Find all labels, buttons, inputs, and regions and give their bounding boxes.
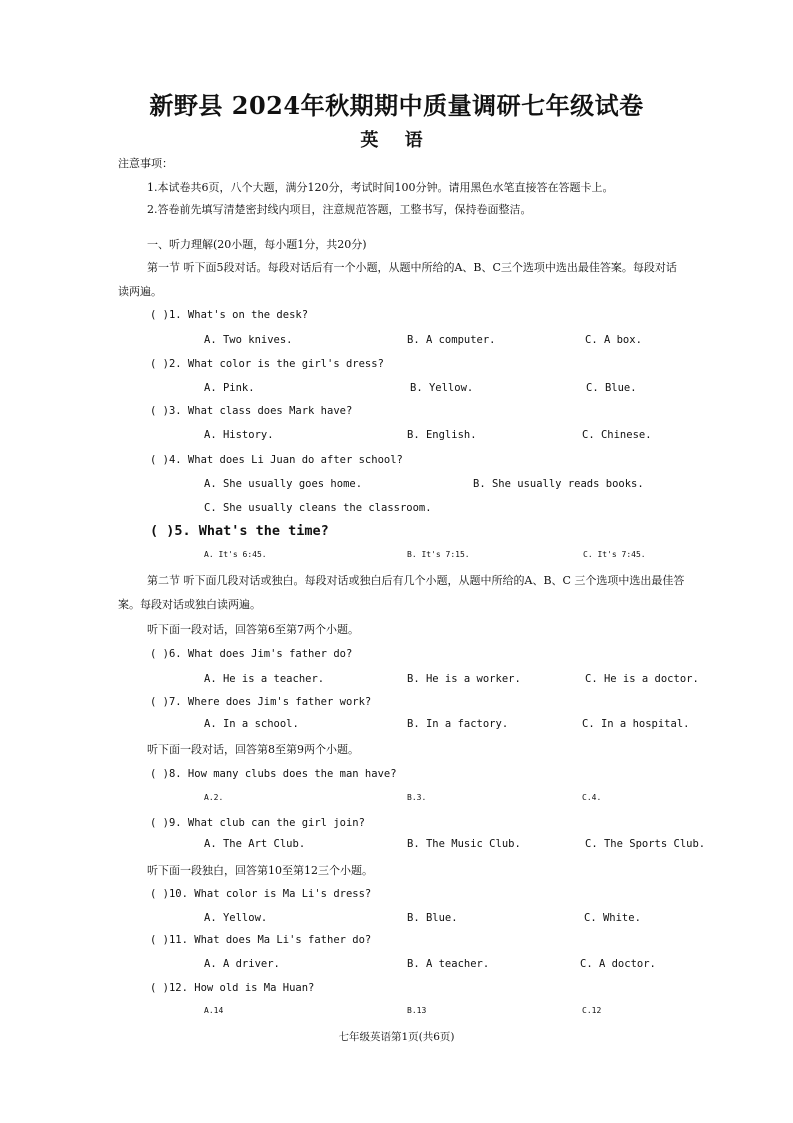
notice-item-1: 1.本试卷共6页，八个大题，满分120分，考试时间100分钟。请用黑色水笔直接答在答题卡上。 [147,181,614,194]
question-4-stem: ( )4. What does Li Juan do after school? [150,454,403,466]
question-7-option-b: B. In a factory. [407,718,509,730]
intro-6-7: 听下面一段对话，回答第6至第7两个小题。 [147,623,359,636]
section-heading: 一、听力理解(20小题，每小题1分，共20分) [147,238,367,251]
question-3-option-c: C. Chinese. [582,429,652,441]
question-10-option-a: A. Yellow. [204,912,268,924]
question-2-stem: ( )2. What color is the girl's dress? [150,358,384,370]
question-12-option-c: C.12 [582,1006,602,1015]
question-7-option-c: C. In a hospital. [582,718,690,730]
question-6-stem: ( )6. What does Jim's father do? [150,648,353,660]
intro-10-12: 听下面一段独白，回答第10至第12三个小题。 [147,864,373,877]
question-3-stem: ( )3. What class does Mark have? [150,405,353,417]
question-9-option-c: C. The Sports Club. [585,838,706,850]
question-4-option-b: B. She usually reads books. [473,478,644,490]
part2-instruction-line1: 第二节 听下面几段对话或独白。每段对话或独白后有几个小题，从题中所给的A、B、C 三个选项中选出最佳答 [147,574,685,587]
question-7-option-a: A. In a school. [204,718,299,730]
question-4-option-c: C. She usually cleans the classroom. [204,502,432,514]
question-7-stem: ( )7. Where does Jim's father work? [150,696,372,708]
subject-title: 英 语 [360,130,433,151]
intro-8-9: 听下面一段对话，回答第8至第9两个小题。 [147,743,359,756]
question-8-option-a: A.2. [204,793,224,802]
question-6-option-c: C. He is a doctor. [585,673,699,685]
question-1-option-c: C. A box. [585,334,642,346]
question-2-option-b: B. Yellow. [410,382,474,394]
question-12-option-a: A.14 [204,1006,224,1015]
question-4-option-a: A. She usually goes home. [204,478,363,490]
question-5-option-b: B. It's 7:15. [407,550,470,559]
question-3-option-b: B. English. [407,429,477,441]
page-title: 新野县 2024年秋期期中质量调研七年级试卷 [149,91,644,120]
part1-instruction-line1: 第一节 听下面5段对话。每段对话后有一个小题，从题中所给的A、B、C三个选项中选出最佳答案。每段对话 [147,261,677,274]
part1-instruction-line2: 读两遍。 [118,285,162,298]
question-11-option-a: A. A driver. [204,958,280,970]
question-9-option-b: B. The Music Club. [407,838,521,850]
question-11-stem: ( )11. What does Ma Li's father do? [150,934,372,946]
question-10-option-c: C. White. [584,912,641,924]
notice-heading: 注意事项： [118,157,173,170]
question-9-option-a: A. The Art Club. [204,838,306,850]
question-12-option-b: B.13 [407,1006,427,1015]
part2-instruction-line2: 案。每段对话或独白读两遍。 [118,598,261,611]
question-5-option-a: A. It's 6:45. [204,550,267,559]
question-3-option-a: A. History. [204,429,274,441]
question-11-option-b: B. A teacher. [407,958,490,970]
question-8-option-c: C.4. [582,793,602,802]
notice-item-2: 2.答卷前先填写清楚密封线内项目，注意规范答题，工整书写，保持卷面整洁。 [147,203,532,216]
question-8-stem: ( )8. How many clubs does the man have? [150,768,397,780]
question-2-option-a: A. Pink. [204,382,255,394]
question-10-option-b: B. Blue. [407,912,458,924]
page-footer: 七年级英语第1页(共6页) [338,1031,455,1043]
question-2-option-c: C. Blue. [586,382,637,394]
question-6-option-b: B. He is a worker. [407,673,521,685]
question-8-option-b: B.3. [407,793,427,802]
question-1-option-b: B. A computer. [407,334,496,346]
question-5-option-c: C. It's 7:45. [583,550,646,559]
question-12-stem: ( )12. How old is Ma Huan? [150,982,315,994]
question-5-stem: ( )5. What's the time? [150,523,329,539]
question-9-stem: ( )9. What club can the girl join? [150,817,365,829]
question-11-option-c: C. A doctor. [580,958,656,970]
question-6-option-a: A. He is a teacher. [204,673,325,685]
question-10-stem: ( )10. What color is Ma Li's dress? [150,888,372,900]
question-1-option-a: A. Two knives. [204,334,293,346]
question-1-stem: ( )1. What's on the desk? [150,309,309,321]
